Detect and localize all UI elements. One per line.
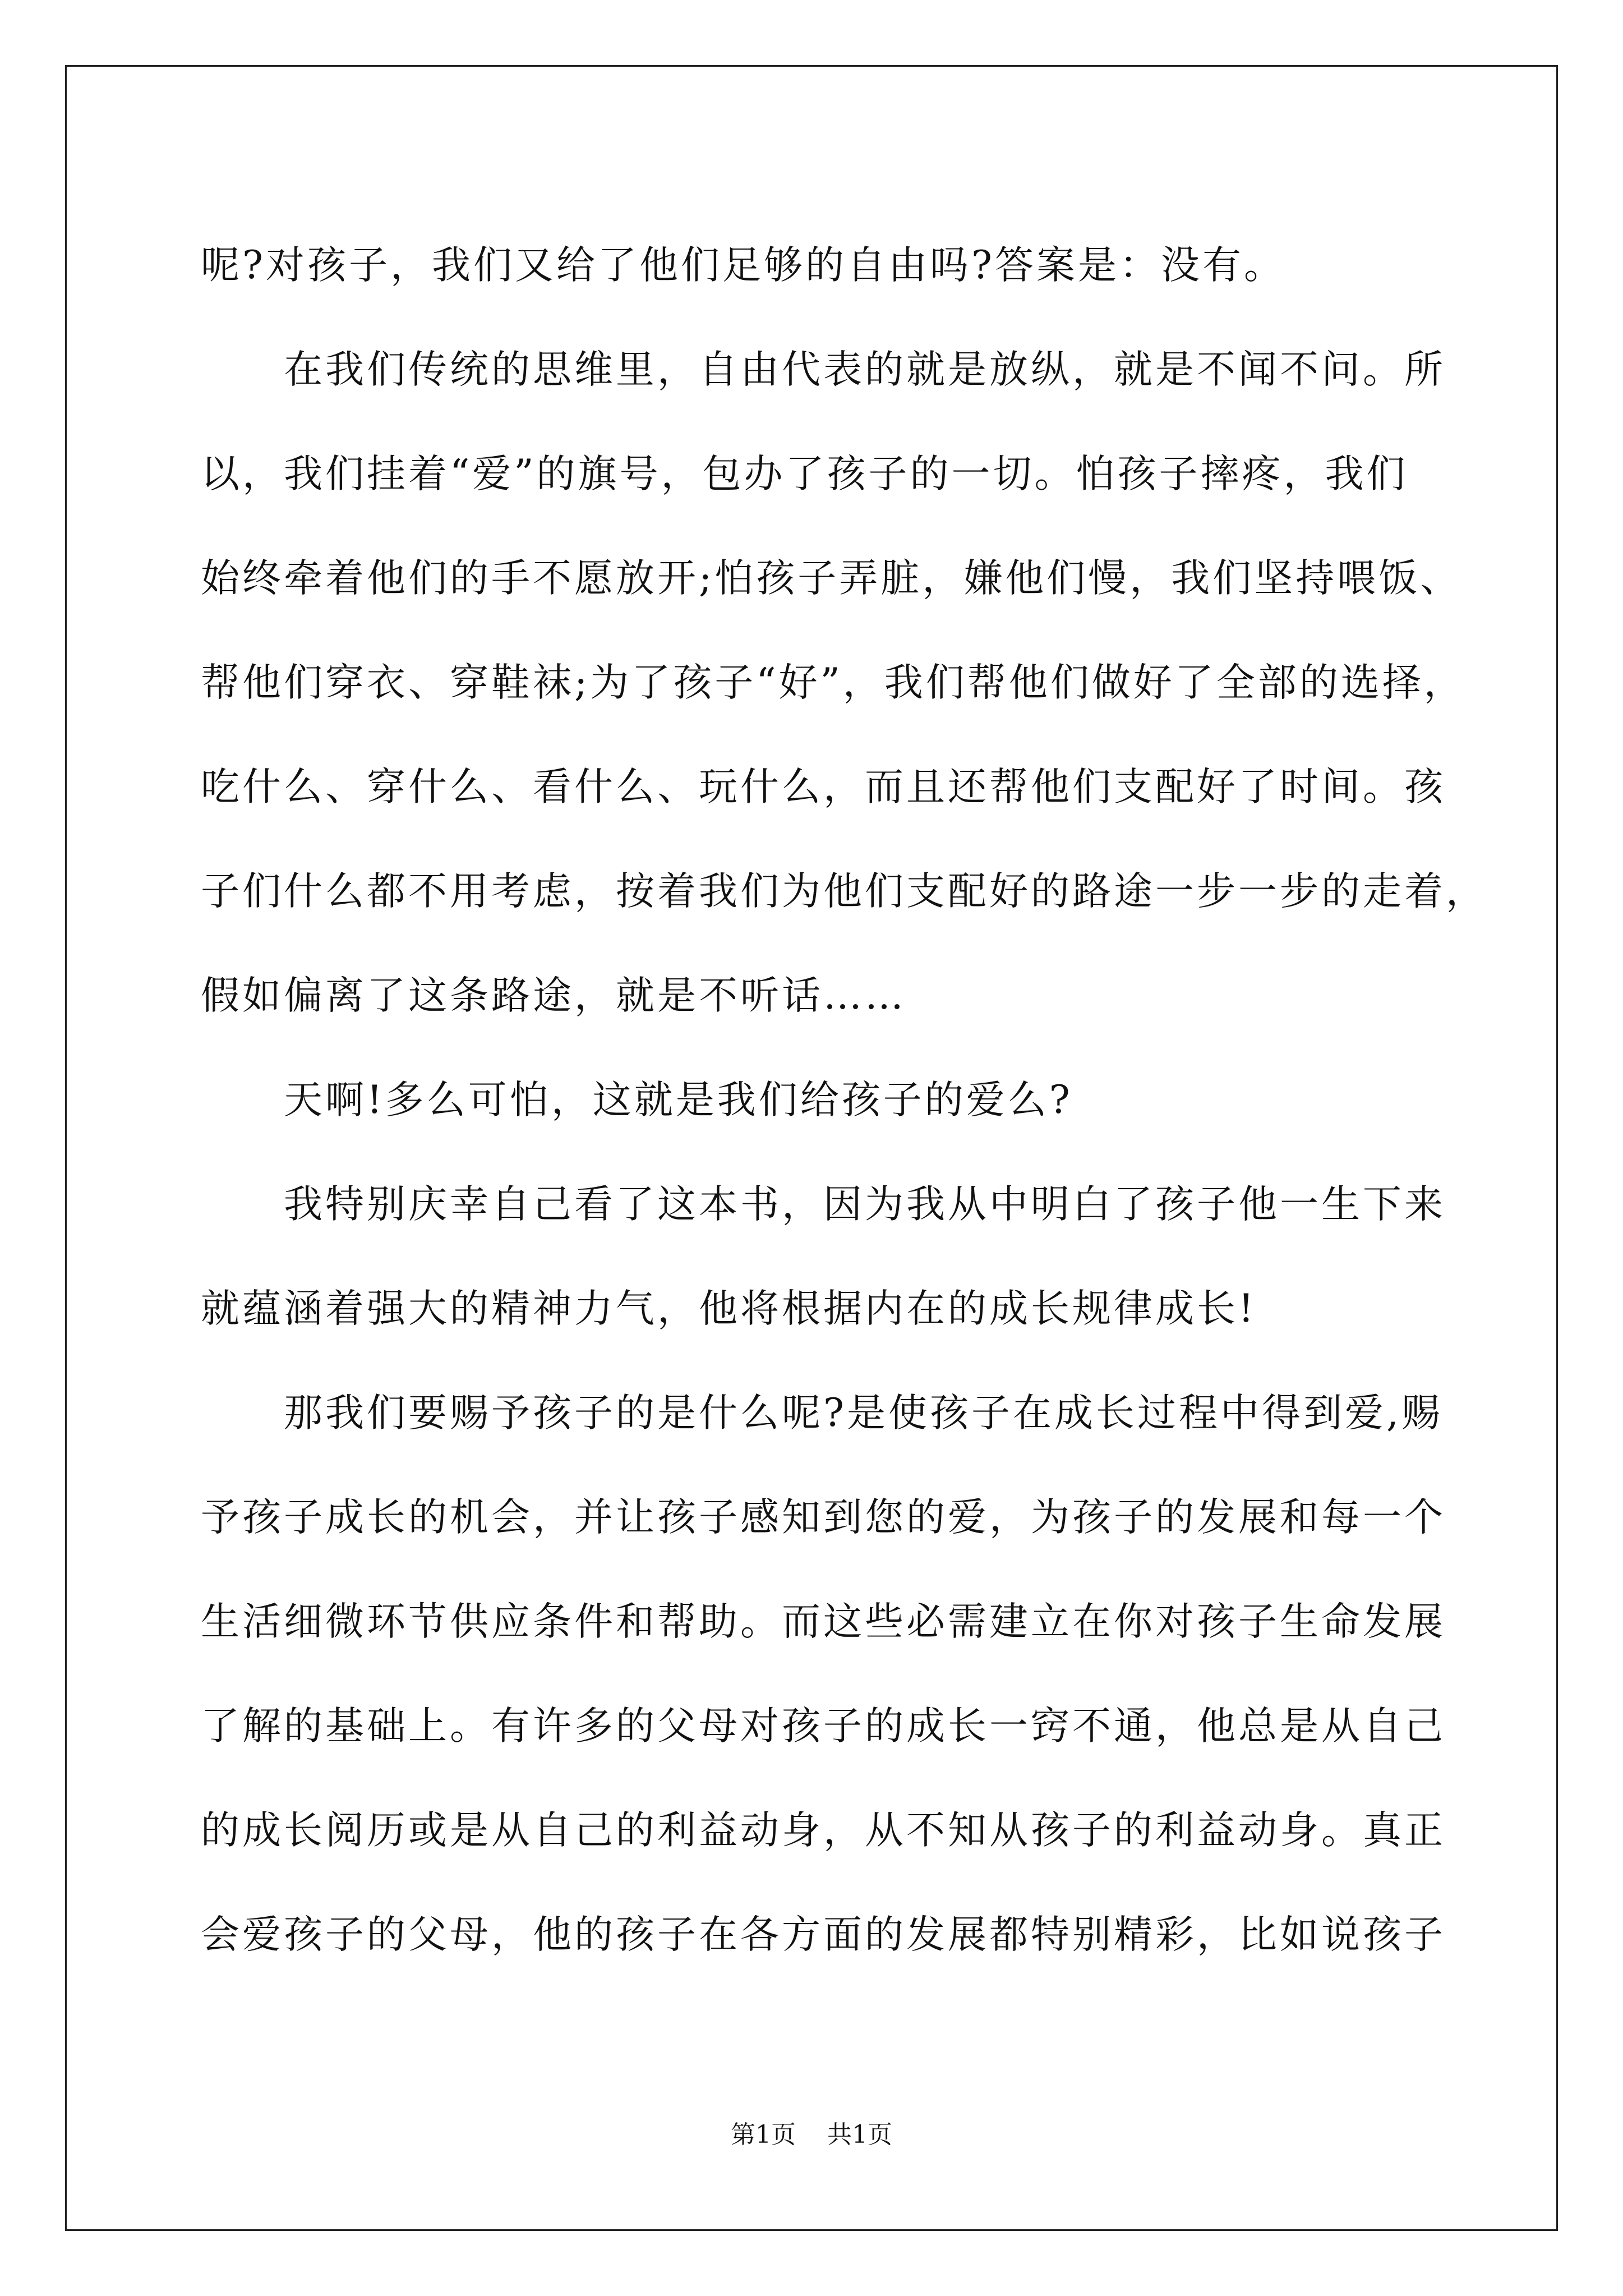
text-line: 帮他们穿衣、穿鞋袜;为了孩子“好”，我们帮他们做好了全部的选择， bbox=[201, 660, 1465, 705]
text-line: 我特别庆幸自己看了这本书，因为我从中明白了孩子他一生下来 bbox=[284, 1182, 1446, 1227]
text-line: 始终牵着他们的手不愿放开;怕孩子弄脏，嫌他们慢，我们坚持喂饭、 bbox=[201, 556, 1462, 601]
text-line: 了解的基础上。有许多的父母对孩子的成长一窍不通，他总是从自己 bbox=[201, 1704, 1446, 1749]
text-line: 予孩子成长的机会，并让孩子感知到您的爱，为孩子的发展和每一个 bbox=[201, 1495, 1446, 1540]
text-line: 会爱孩子的父母，他的孩子在各方面的发展都特别精彩，比如说孩子 bbox=[201, 1912, 1446, 1957]
page-number-total: 共1页 bbox=[827, 2120, 892, 2149]
text-line: 就蕴涵着强大的精神力气，他将根据内在的成长规律成长! bbox=[201, 1286, 1257, 1331]
text-line: 生活细微环节供应条件和帮助。而这些必需建立在你对孩子生命发展 bbox=[201, 1599, 1446, 1644]
text-line: 以，我们挂着“爱”的旗号，包办了孩子的一切。怕孩子摔疼，我们 bbox=[201, 452, 1408, 496]
page-number-current: 第1页 bbox=[731, 2120, 796, 2149]
page-footer bbox=[0, 2118, 1623, 2152]
text-line: 吃什么、穿什么、看什么、玩什么，而且还帮他们支配好了时间。孩 bbox=[201, 765, 1446, 809]
text-line: 的成长阅历或是从自己的利益动身，从不知从孩子的利益动身。真正 bbox=[201, 1808, 1446, 1853]
text-line: 那我们要赐予孩子的是什么呢?是使孩子在成长过程中得到爱,赐 bbox=[284, 1391, 1443, 1435]
text-line: 天啊!多么可怕，这就是我们给孩子的爱么? bbox=[284, 1078, 1073, 1122]
text-line: 呢?对孩子，我们又给了他们足够的自由吗?答案是：没有。 bbox=[201, 243, 1285, 288]
text-line: 假如偏离了这条路途，就是不听话…… bbox=[201, 973, 906, 1018]
text-line: 在我们传统的思维里，自由代表的就是放纵，就是不闻不问。所 bbox=[284, 347, 1446, 392]
document-body bbox=[201, 213, 1487, 1987]
text-line: 子们什么都不用考虑，按着我们为他们支配好的路途一步一步的走着， bbox=[201, 869, 1487, 914]
